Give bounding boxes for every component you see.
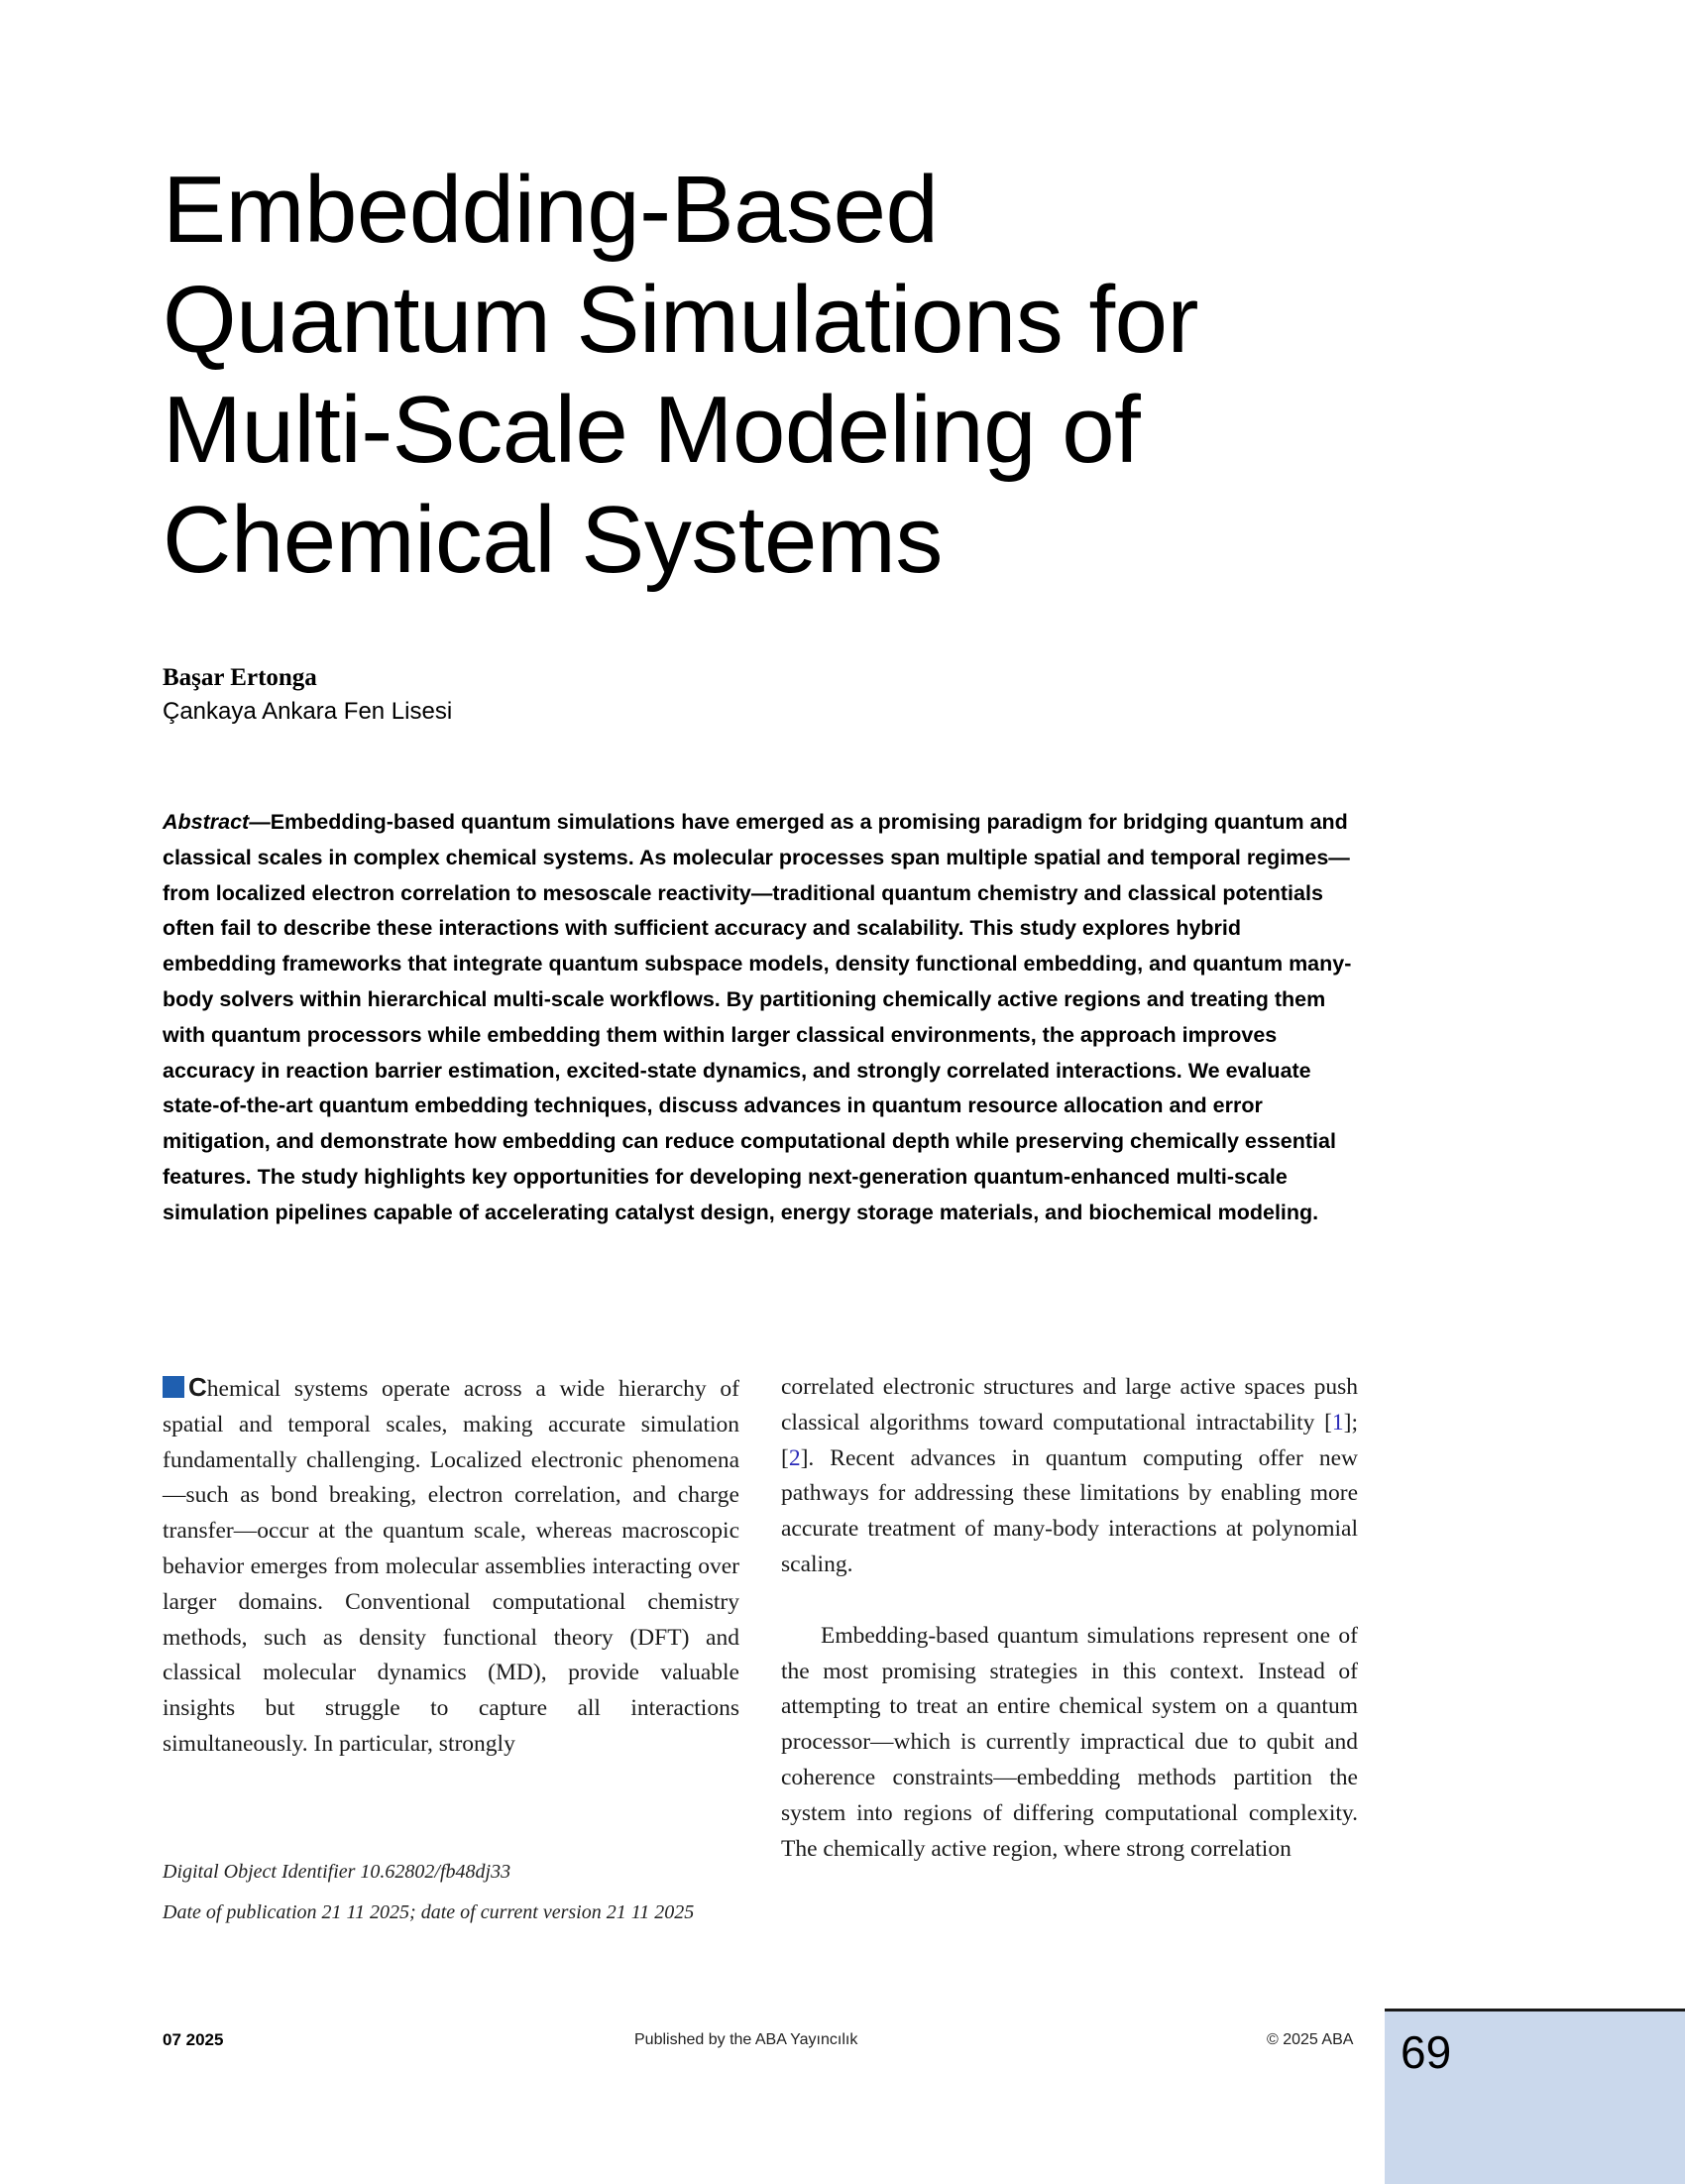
author-affiliation: Çankaya Ankara Fen Lisesi: [163, 698, 453, 725]
doi-line: Digital Object Identifier 10.62802/fb48dj33: [163, 1861, 511, 1883]
title-line: Embedding-Based: [163, 157, 939, 263]
footer-publisher: Published by the ABA Yayıncılık: [634, 2031, 858, 2048]
abstract: [163, 805, 1352, 1231]
footer-issue: 07 2025: [163, 2030, 224, 2049]
paragraph-text: correlated electronic structures and large active spaces push classical algorithms toward computational intractability: [781, 1374, 1358, 1436]
author-name: Başar Ertonga: [163, 664, 317, 691]
title-line: Chemical Systems: [163, 487, 943, 593]
paragraph-text: ]. Recent advances in quantum computing offer new pathways for addressing these limitations by enabling more accurate treatment of many-body interactions at polynomial scaling.: [781, 1444, 1358, 1577]
publication-dates: Date of publication 21 11 2025; date of current version 21 11 2025: [163, 1901, 695, 1923]
ref-separator: ];[: [781, 1409, 1358, 1471]
title-line: Multi-Scale Modeling of: [163, 377, 1141, 483]
abstract-label: Abstract: [163, 810, 250, 834]
reference-link-2[interactable]: 2: [788, 1444, 801, 1471]
body-column-left: [163, 1370, 739, 1763]
body-paragraph: [781, 1370, 1358, 1583]
title-line: Quantum Simulations for: [163, 267, 1198, 373]
body-paragraph: Embedding-based quantum simulations represent one of the most promising strategies in this context. Instead of attempting to treat an entire chemical system on a quantum processor—which is currently impractical due to qubit and coherence constraints—embedding methods partition the system into regions of differing computational complexity. The chemically active region, where strong correlation: [781, 1622, 1358, 1862]
page-number: 69: [1401, 2026, 1452, 2078]
reference-link-1[interactable]: 1: [1331, 1409, 1344, 1436]
footer-copyright: © 2025 ABA: [1267, 2031, 1354, 2048]
page-number-box: [1385, 2009, 1685, 2184]
body-column-right: [781, 1370, 1358, 1867]
abstract-text: —Embedding-based quantum simulations have emerged as a promising paradigm for bridging quantum and classical scales in complex chemical systems. As molecular processes span multiple spatial and temporal regimes—from localized electron correlation to mesoscale reactivity—traditional quantum chemistry and classical potentials often fail to describe these interactions with sufficient accuracy and scalability. This study explores hybrid embedding frameworks that integrate quantum subspace models, density functional embedding, and quantum many-body solvers within hierarchical multi-scale workflows. By partitioning chemically active regions and treating them with quantum processors while embedding them within larger classical environments, the approach improves accuracy in reaction barrier estimation, excited-state dynamics, and strongly correlated interactions. We evaluate state-of-the-art quantum embedding techniques, discuss advances in quantum resource allocation and error mitigation, and demonstrate how embedding can reduce computational depth while preserving chemically essential features. The study highlights key opportunities for developing next-generation quantum-enhanced multi-scale simulation pipelines capable of accelerating catalyst design, energy storage materials, and biochemical modeling.: [163, 810, 1352, 1224]
ref-bracket: [: [1324, 1409, 1332, 1436]
publication-metadata: [163, 1852, 739, 1933]
drop-cap: C: [188, 1372, 207, 1402]
intro-paragraph: [163, 1370, 739, 1763]
section-marker-icon: [163, 1376, 184, 1398]
paper-title: [163, 155, 1352, 595]
intro-text: hemical systems operate across a wide hierarchy of spatial and temporal scales, making accurate simulation fundamentally challenging. Localized electronic phenomena—such as bond breaking, electron correlation, and charge transfer—occur at the quantum scale, whereas macroscopic behavior emerges from molecular assemblies interacting over larger domains. Conventional computational chemistry methods, such as density functional theory (DFT) and classical molecular dynamics (MD), provide valuable insights but struggle to capture all interactions simultaneously. In particular, strongly: [163, 1376, 739, 1757]
